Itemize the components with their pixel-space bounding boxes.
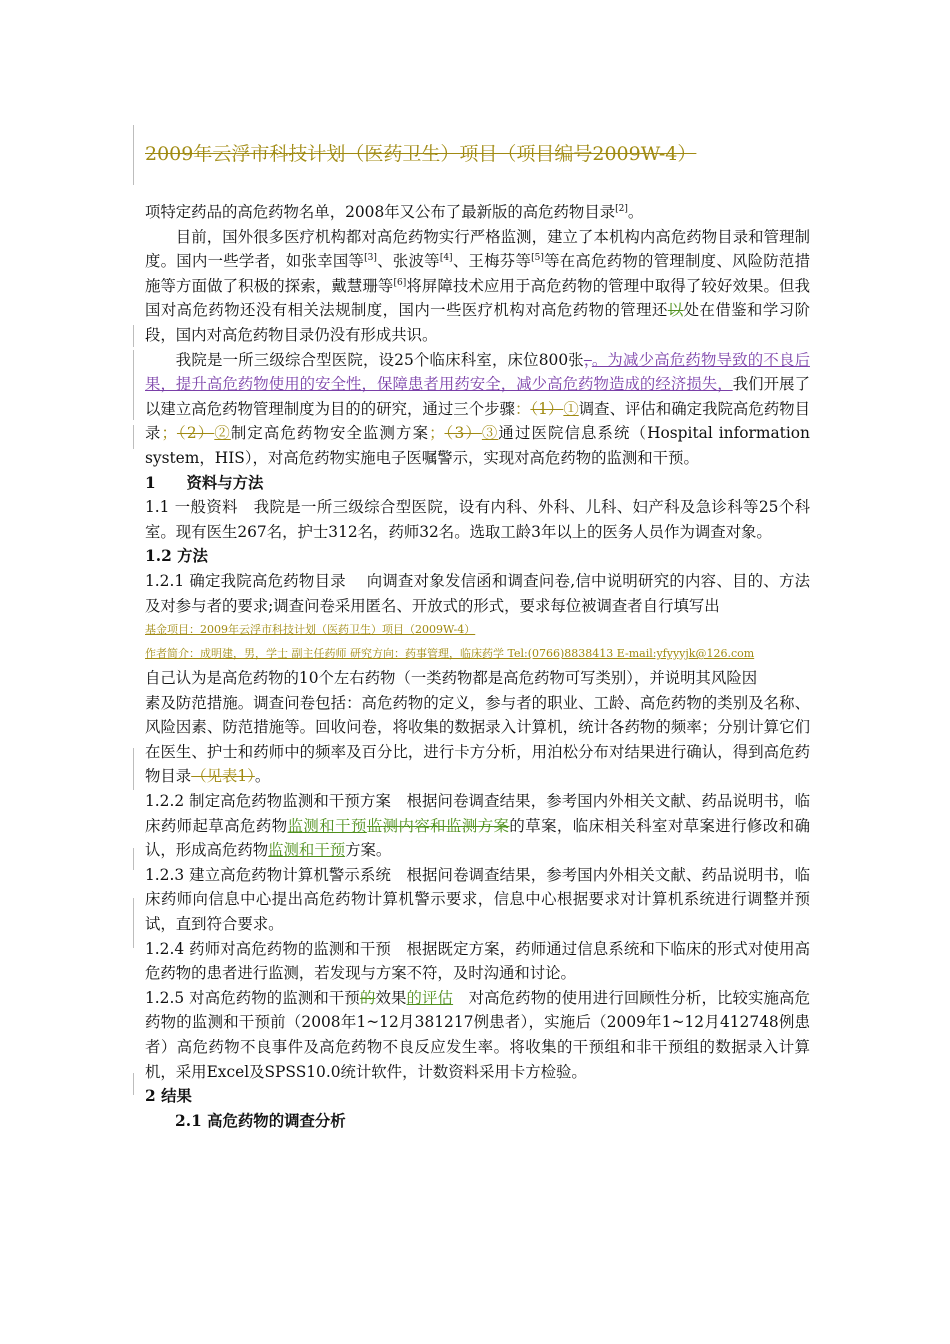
inserted-text: ② xyxy=(214,424,231,443)
section-1-2-3: 1.2.3 建立高危药物计算机警示系统 根据问卷调查结果，参考国内外相关文献、药品说明书，临床药师向信息中心提出高危药物计算机警示要求，信息中心根据要求对计算机系统进行调整并预试，直到符合要求。 xyxy=(145,865,810,934)
inserted-text: ① xyxy=(563,399,579,418)
inserted-text: 监测和干预 xyxy=(287,816,367,835)
document-body xyxy=(145,200,810,1133)
deleted-text: 以 xyxy=(667,301,684,320)
section-1-1: 1.1 一般资料 我院是一所三级综合型医院，设有内科、外科、儿科、妇产科及急诊科等25个科室。现有医生267名，护士312名，药师32名。选取工龄3年以上的医务人员作为调查对象。 xyxy=(145,498,810,541)
change-bar xyxy=(133,848,134,870)
change-bar xyxy=(133,898,134,948)
section-1-2-4: 1.2.4 药师对高危药物的监测和干预 根据既定方案，药师通过信息系统和下临床的形式对使用高危药物的患者进行监测，若发现与方案不符，及时沟通和讨论。 xyxy=(145,939,810,983)
change-bar xyxy=(133,125,134,185)
inserted-text: 的评估 xyxy=(406,988,454,1007)
deleted-text: （3） xyxy=(444,424,482,443)
heading-2-1: 2.1 高危药物的调查分析 xyxy=(175,1111,346,1130)
heading-materials-methods: 1 资料与方法 xyxy=(145,473,264,492)
heading-results: 2 结果 xyxy=(145,1087,192,1106)
inserted-text: ③ xyxy=(481,424,499,443)
heading-methods: 1.2 方法 xyxy=(145,547,208,566)
inserted-text: 监测和干预 xyxy=(268,841,346,860)
deleted-text: （1） xyxy=(530,399,564,418)
footnote-funding: 基金项目：2009年云浮市科技计划（医药卫生）项目（2009W-4） xyxy=(145,623,476,637)
section-1-2-1-continued-2: 素及防范措施。调查问卷包括：高危药物的定义，参与者的职业、工龄、高危药物的类别及名称、风险因素、防范措施等。回收问卷，将收集的数据录入计算机，统计各药物的频率；分别计算它们在医生、护士和药师中的频率及百分比，进行卡方分析，用泊松分布对结果进行确认，得到高危药物目录（见表1）。 xyxy=(145,693,810,786)
change-bar xyxy=(133,1073,134,1095)
deleted-header-title: 2009年云浮市科技计划（医药卫生）项目（项目编号2009W-4） xyxy=(145,143,697,165)
section-1-2-5: 1.2.5 对高危药物的监测和干预的效果的评估 对高危药物的使用进行回顾性分析，比较实施高危药物的监测和干预前（2008年1~12月381217例患者），实施后（2009年1~12月412748例患者）高危药物不良事件及高危药物不良反应发生率。将收集的干预组和非干预组的数据录入计算机，采用Excel及SPSS10.0统计软件，计数资料采用卡方检验。 xyxy=(145,988,810,1081)
change-bar xyxy=(133,748,134,790)
change-bar xyxy=(133,325,134,347)
footnote-author: 作者简介：成明建，男，学士 副主任药师 研究方向：药事管理，临床药学 Tel:(0766)8838413 E-mail:yfyyyjk@126.com xyxy=(145,647,755,661)
deleted-text: 监测内容和监测方案 xyxy=(366,816,510,835)
deleted-text: 的 xyxy=(359,988,376,1007)
change-bar xyxy=(133,425,134,449)
deleted-text: ， xyxy=(583,350,592,369)
section-1-2-1: 1.2.1 确定我院高危药物目录 向调查对象发信函和调查问卷,信中说明研究的内容、目的、方法及对参与者的要求;调查问卷采用匿名、开放式的形式，要求每位被调查者自行填写出 xyxy=(145,571,810,615)
change-bar xyxy=(133,350,134,420)
inserted-text: 。为减少高危药物导致的不良后果，提升高危药物使用的安全性，保障患者用药安全，减少高危药物造成的经济损失， xyxy=(145,350,810,394)
deleted-text: （2） xyxy=(176,424,215,443)
deleted-text: （见表1） xyxy=(191,767,255,786)
paragraph-intro-continued: 项特定药品的高危药物名单，2008年又公布了最新版的高危药物目录[2]。 xyxy=(145,203,644,221)
section-1-2-2: 1.2.2 制定高危药物监测和干预方案 根据问卷调查结果，参考国内外相关文献、药品说明书，临床药师起草高危药物监测和干预监测内容和监测方案的草案，临床相关科室对草案进行修改和确认，形成高危药物监测和干预方案。 xyxy=(145,792,810,860)
paragraph-hospital: 我院是一所三级综合型医院，设25个临床科室，床位800张，。为减少高危药物导致的不良后果，提升高危药物使用的安全性，保障患者用药安全，减少高危药物造成的经济损失，我们开展了以建立高危药物管理制度为目的的研究，通过三个步骤：（1）①调查、评估和确定我院高危药物目录；（2）②制定高危药物安全监测方案；（3）③通过医院信息系统（Hospital information system，HIS），对高危药物实施电子医嘱警示，实现对高危药物的监测和干预。 xyxy=(145,350,810,467)
section-1-2-1-continued: 自己认为是高危药物的10个左右药物（一类药物都是高危药物可写类别），并说明其风险因 xyxy=(145,669,758,688)
paragraph-background: 目前，国外很多医疗机构都对高危药物实行严格监测，建立了本机构内高危药物目录和管理制度。国内一些学者，如张幸国等[3]、张波等[4]、王梅芬等[5]等在高危药物的管理制度、风险防范措施等方面做了积极的探索，戴慧珊等[6]将屏障技术应用于高危药物的管理中取得了较好效果。但我国对高危药物还没有相关法规制度，国内一些医疗机构对高危药物的管理还以处在借鉴和学习阶段，国内对高危药物目录仍没有形成共识。 xyxy=(145,227,810,344)
